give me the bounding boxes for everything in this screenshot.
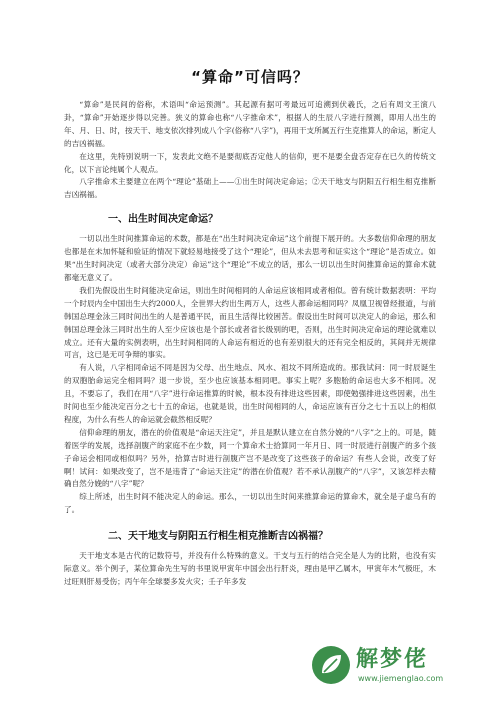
section-1-paragraph: 信仰命理的朋友，潜在的价值观是“命运天注定”，并且是默认建立在自然分娩的“八字”之上的。可是，随着医学的发展，选择剖腹产的家庭不在少数，同一个算命术士拾算同一年月日、同一时辰进行剖腹产的多个孩子命运会相同或相似吗？另外，拾算吉时进行剖腹产岂不是改变了这些孩子的命运？有些人会说，改变了好啊！试问：如果改变了，岂不是违背了“命运天注定”的潜在价值观？若不承认剖腹产的“八字”，又该怎样去精确自然分娩的“八字”呢？	[64, 427, 436, 489]
watermark-url: www.jiemenglao.com	[358, 674, 444, 683]
site-watermark	[312, 642, 482, 694]
watermark-brand: 解梦佬	[356, 647, 429, 672]
section-1-paragraph: 有人说，八字相同命运不同是因为父母、出生地点、风水、祖坟不同所造成的。那我试问：同一时辰诞生的双胞胎命运完全相同吗？退一步说，至少也应该基本相同吧。事实上呢？多胞胎的命运也大多不相同。况且，不要忘了，我们在用“八字”进行命运推算的时候，根本没有排进这些因素，即使勉强排进这些因素，出生时间也至少能决定百分之七十五的命运，也就是说，出生时间相同的人，命运应该有百分之七十五以上的相似程度，为什么有些人的命运就会截然相反呢？	[64, 363, 436, 424]
document-title: “算命”可信吗？	[191, 68, 309, 86]
section-2-paragraph: 天干地支本是古代的记数符号，并没有什么特殊的意义。干支与五行的结合完全是人为的比附，也没有实际意义。举个例子，某位算命先生写的书里说甲寅年中国会出行肝炎，理由是甲乙属木，甲寅年木气极旺，木过旺则肝易受伤；丙午年全球要多发火灾；壬子年多发	[64, 551, 436, 586]
section-1-paragraph: 综上所述，出生时间不能决定人的命运。那么，一切以出生时间来推算命运的算命术，就全是子虚乌有的了。	[64, 492, 436, 515]
intro-paragraph: 八字推命术主要建立在两个“理论”基础上——①出生时间决定命运；②天干地支与阴阳五行相生相克推断吉凶祸福。	[64, 177, 436, 200]
section-1-paragraph: 我们先假设出生时间能决定命运，则出生时间相同的人命运应该相同或者相似。曾有统计数据表明：平均一个时辰内全中国出生大约2000人，全世界大约出生两万人，这些人都命运相同吗？凤凰卫视曾经报道，与前韩国总理金泳三同时间出生的人是普通平民，而且生活得比较困苦。假设出生时间可以决定人的命运，那么和韩国总理金泳三同时出生的人至少应该也是个部长或者省长级别的吧，否则，出生时间决定命运的理论就难以成立。还有大量的实例表明，出生时间相同的人命运有相近的也有差别很大的还有完全相反的，其间并无规律可言，这已是无可争辩的事实。	[64, 285, 436, 360]
intro-paragraph: “算命”是民间的俗称，术语叫“命运预测”。其起源有据可考最远可追溯到伏羲氏，之后有周文王演八卦，“算命”开始逐步得以完善。狭义的算命也称“八字推命术”，根据人的生辰八字进行预测，即用人出生的年、月、日、时，按天干、地支依次排列成八个字(俗称“八字”)，再用干支所属五行生克推算人的命运，断定人的吉凶祸福。	[64, 100, 436, 148]
section-heading-1: 一、出生时间决定命运？	[108, 214, 218, 226]
section-heading-2: 二、天干地支与阴阳五行相生相克推断吉凶祸福？	[108, 531, 328, 543]
section-1-paragraph: 一切以出生时间推算命运的术数，都是在“出生时间决定命运”这个前提下展开的。大多数信仰命理的朋友也都是在未加怀疑和验证的情况下就轻易地接受了这个“理论”，但从未去思考和证实这个“理论”是否成立。如果“出生时间决定（或者大部分决定）命运”这个“理论”不成立的话，那么一切以出生时间推算命运的算命术就都毫无意义了。	[64, 234, 436, 282]
intro-paragraph: 在这里，先特别说明一下，发表此文绝不是要彻底否定他人的信仰，更不是要全盘否定存在已久的传统文化，以下言论纯属个人观点。	[64, 151, 436, 174]
leaf-logo-icon	[312, 646, 350, 684]
